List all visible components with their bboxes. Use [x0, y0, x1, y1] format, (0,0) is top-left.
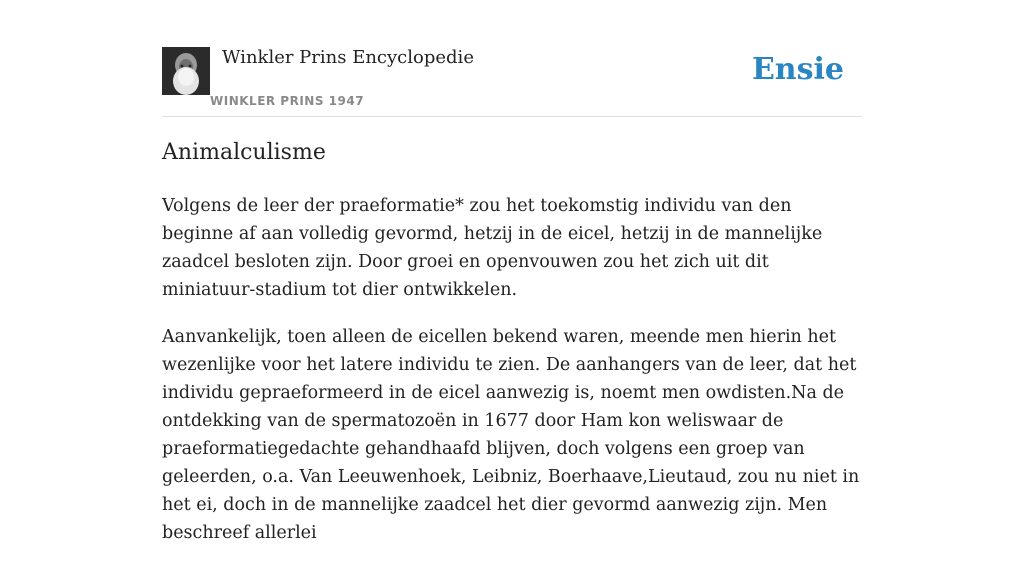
- source-avatar[interactable]: [162, 47, 210, 95]
- brand-logo[interactable]: Ensie: [751, 52, 844, 87]
- article-paragraph: Aanvankelijk, toen alleen de eicellen bekend waren, meende men hierin het wezenlijke voor het latere individu te zien. De aanhangers van de leer, dat het individu gepraeformeerd in de eicel aanwezig is, noemt men owdisten.Na de ontdekking van de spermatozoën in 1677 door Ham kon weliswaar de praeformatiegedachte gehandhaafd blijven, doch volgens een groep van geleerden, o.a. Van Leeuwenhoek, Leibniz, Boerhaave,Lieutaud, zou nu niet in het ei, doch in de mannelijke zaadcel het dier gevormd aanwezig zijn. Men beschreef allerlei: [162, 327, 860, 543]
- article-body: [162, 192, 862, 566]
- source-name[interactable]: Winkler Prins Encyclopedie: [222, 47, 474, 68]
- source-subtitle: WINKLER PRINS 1947: [210, 94, 365, 108]
- article-paragraph: Volgens de leer der praeformatie* zou het toekomstig individu van den beginne af aan volledig gevormd, hetzij in de eicel, hetzij in de mannelijke zaadcel besloten zijn. Door groei en openvouwen zou het zich uit dit miniatuur-stadium tot dier ontwikkelen.: [162, 196, 823, 300]
- article-title: Animalculisme: [162, 140, 326, 165]
- source-header: [162, 44, 862, 117]
- bearded-man-portrait-icon: [162, 47, 210, 95]
